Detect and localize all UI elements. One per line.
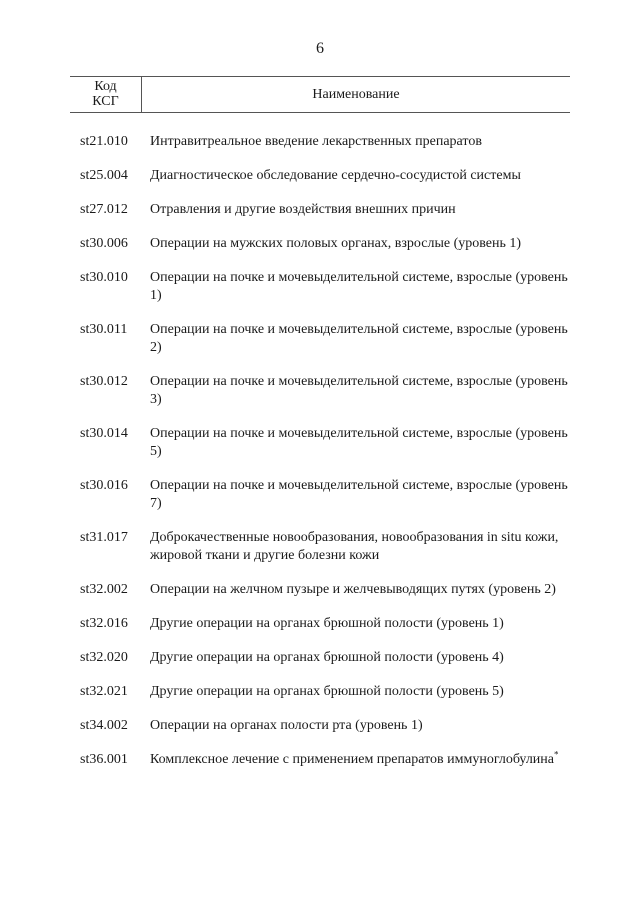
row-name — [142, 581, 570, 599]
row-name-text: Операции на почке и мочевыделительной системе, взрослые (уровень 2) — [150, 322, 568, 355]
table-row — [70, 581, 570, 599]
header-code-column — [70, 77, 142, 112]
row-name-text: Операции на почке и мочевыделительной системе, взрослые (уровень 1) — [150, 270, 568, 303]
row-name-text: Другие операции на органах брюшной полости (уровень 5) — [150, 684, 504, 699]
table-row — [70, 683, 570, 701]
row-name-text: Диагностическое обследование сердечно-сосудистой системы — [150, 168, 521, 183]
table-row — [70, 235, 570, 253]
table-row — [70, 167, 570, 185]
row-name-text: Операции на мужских половых органах, взрослые (уровень 1) — [150, 236, 522, 251]
table-row — [70, 425, 570, 461]
row-name-text: Комплексное лечение с применением препаратов иммуноглобулина — [150, 752, 554, 767]
footnote-mark: * — [554, 749, 559, 760]
row-code: st32.020 — [80, 650, 128, 665]
row-name-text: Другие операции на органах брюшной полости (уровень 1) — [150, 616, 504, 631]
row-code: st30.006 — [80, 236, 128, 251]
row-name — [142, 201, 570, 219]
row-code: st34.002 — [80, 718, 128, 733]
table-row — [70, 321, 570, 357]
row-name-text: Операции на почке и мочевыделительной системе, взрослые (уровень 7) — [150, 478, 568, 511]
table-row — [70, 717, 570, 735]
row-name-text: Операции на органах полости рта (уровень 1) — [150, 718, 423, 733]
row-name — [142, 269, 570, 305]
row-name — [142, 717, 570, 735]
row-name-text: Интравитреальное введение лекарственных препаратов — [150, 134, 482, 149]
row-code: st32.016 — [80, 616, 128, 631]
row-name — [142, 751, 570, 769]
row-name — [142, 235, 570, 253]
table-row — [70, 649, 570, 667]
table-row — [70, 373, 570, 409]
row-name-text: Операции на желчном пузыре и желчевыводящих путях (уровень 2) — [150, 582, 556, 597]
row-name — [142, 683, 570, 701]
table-row — [70, 133, 570, 151]
table-header — [70, 76, 570, 113]
row-code: st30.011 — [80, 322, 128, 337]
row-code: st30.016 — [80, 478, 128, 493]
row-code: st30.010 — [80, 270, 128, 285]
table-row — [70, 751, 570, 769]
row-name-text: Операции на почке и мочевыделительной системе, взрослые (уровень 3) — [150, 374, 568, 407]
header-code-line1: Код — [94, 79, 117, 94]
row-name-text: Доброкачественные новообразования, новообразования in situ кожи, жировой ткани и другие болезни кожи — [150, 530, 559, 563]
header-code-line2: КСГ — [92, 94, 119, 109]
header-name-column: Наименование — [312, 87, 400, 102]
row-name-text: Другие операции на органах брюшной полости (уровень 4) — [150, 650, 504, 665]
row-code: st30.014 — [80, 426, 128, 441]
row-name — [142, 529, 570, 565]
row-name — [142, 615, 570, 633]
table-row — [70, 615, 570, 633]
row-code: st32.021 — [80, 684, 128, 699]
table-row — [70, 529, 570, 565]
ksg-table — [70, 76, 570, 785]
row-code: st31.017 — [80, 530, 128, 545]
row-name — [142, 133, 570, 151]
table-row — [70, 269, 570, 305]
table-row — [70, 477, 570, 513]
row-name — [142, 167, 570, 185]
table-body — [70, 113, 570, 769]
row-name-text: Отравления и другие воздействия внешних причин — [150, 202, 456, 217]
row-name — [142, 477, 570, 513]
page-number: 6 — [316, 40, 324, 57]
row-code: st32.002 — [80, 582, 128, 597]
row-code: st36.001 — [80, 752, 128, 767]
row-code: st27.012 — [80, 202, 128, 217]
row-name — [142, 425, 570, 461]
row-name — [142, 649, 570, 667]
row-name — [142, 373, 570, 409]
row-code: st21.010 — [80, 134, 128, 149]
row-code: st25.004 — [80, 168, 128, 183]
table-row — [70, 201, 570, 219]
row-name-text: Операции на почке и мочевыделительной системе, взрослые (уровень 5) — [150, 426, 568, 459]
row-code: st30.012 — [80, 374, 128, 389]
row-name — [142, 321, 570, 357]
